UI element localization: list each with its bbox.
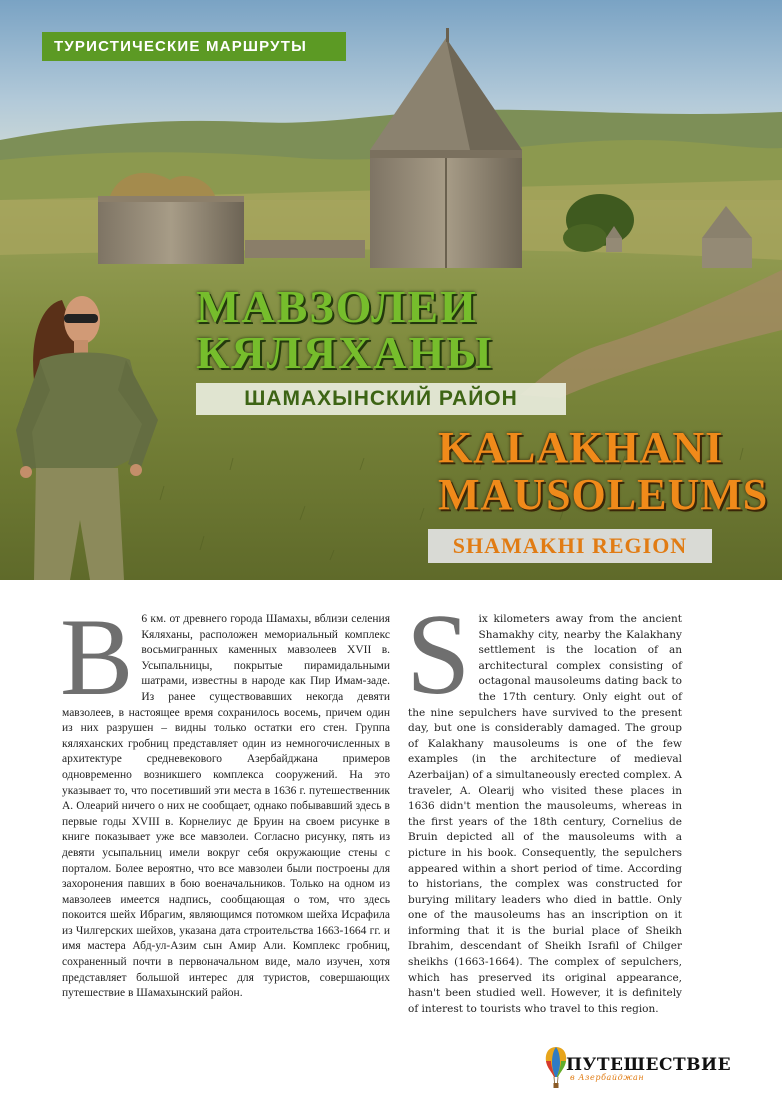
title-russian (196, 281, 494, 378)
hot-air-balloon-icon (544, 1045, 568, 1091)
title-en-line2: MAUSOLEUMS (438, 470, 769, 519)
article-ru-text: 6 км. от древнего города Шамахы, вблизи селения Кяляханы, расположен мемориальный комплекс восьмигранных каменных мавзолеев XVII в. Усыпальницы, покрытые пирамидальными шатрами, известны в народе как Пир Имам-заде. Из ранее существовавших некогда девяти мавзолеев, в настоящее время сохранилось восемь, причем один из них разрушен – видны только остатки его стен. Группа кяляханских гробниц представляет один из немногочисленных в архитектуре средневекового Азербайджана примеров одновременно возникшего комплекса сооружений. На это указывает то, что посетивший эти места в 1636 г. путешественник А. Олеарий ничего о них не сообщает, однако побывавший здесь в первые годы XVIII в. Корнелиус де Бруин на своем рисунке в книге показывает уже все мавзолеи. Согласно рисунку, пять из девяти усыпальниц имели вокруг себя окружающие стены с порталом. Более вероятно, что все мавзолеи были построены для захоронения павших в бою военачальников. Только на одном из мавзолеев имеется надпись, сообщающая о том, что здесь покоится шейх Ибрагим, являющимся потомком шейха Исрафила из Чилгерских шейхов, указана дата строительства 1663-1664 гг. и имя мастера Абд-ул-Азим сын Амир Али. Комплекс гробниц, сохраненный почти в первоначальном виде, мало изучен, хотя представляет большой интерес для туристов, совершающих путешествие в Шамахынский район. (62, 613, 390, 1000)
dropcap-ru: В (60, 596, 134, 718)
region-ru-band (196, 383, 566, 415)
title-english (438, 424, 768, 518)
logo-subtitle: в Азербайджан (570, 1073, 645, 1082)
article-russian (60, 596, 390, 1002)
section-tag (42, 32, 346, 61)
title-ru-line2: КЯЛЯХАНЫ (196, 327, 494, 378)
magazine-logo (544, 1045, 732, 1091)
section-tag-label: ТУРИСТИЧЕСКИЕ МАРШРУТЫ (54, 38, 307, 55)
article-english (406, 591, 682, 1017)
article-en-text: ix kilometers away from the ancient Shamakhy city, nearby the Kalakhany settlement is the location of an architectural complex consisting of octagonal mausoleums dating back to the 17th century. Only eight out of the nine sepulchers have survived to the present day, but one is considerably damaged. The group of Kalakhany mausoleums is one of the few examples (in the architecture of medieval Azerbaijan) of a simultaneously erected complex. A traveler, A. Olearij who visited these places in 1636 didn't mention the mausoleums, whereas in the first years of the 18th century, Cornelius de Bruin depicted all of the mausoleums with a picture in his book. Consequently, the sepulchers appeared within a short period of time. According to historians, the complex was constructed for burying military leaders who died in battle. Only one of the mausoleums has an inscription on it informing that it is the burial place of Sheikh Ibrahim, descendant of Sheikh Israfil of Chilger sheikhs (1663-1664). The complex of sepulchers, which has preserved its original appearance, hasn't been studied well. However, it is definitely of interest to tourists who travel to this region. (408, 613, 682, 1015)
title-en-line1: KALAKHANI (438, 423, 724, 472)
region-en-label: SHAMAKHI REGION (452, 533, 688, 558)
logo-title: ПУТЕШЕСТВИЕ (566, 1055, 732, 1075)
dropcap-en: S (406, 591, 471, 719)
region-ru-label: ШАМАХЫНСКИЙ РАЙОН (244, 387, 518, 410)
region-en-band (428, 529, 712, 563)
title-ru-line1: МАВЗОЛЕИ (196, 281, 478, 332)
